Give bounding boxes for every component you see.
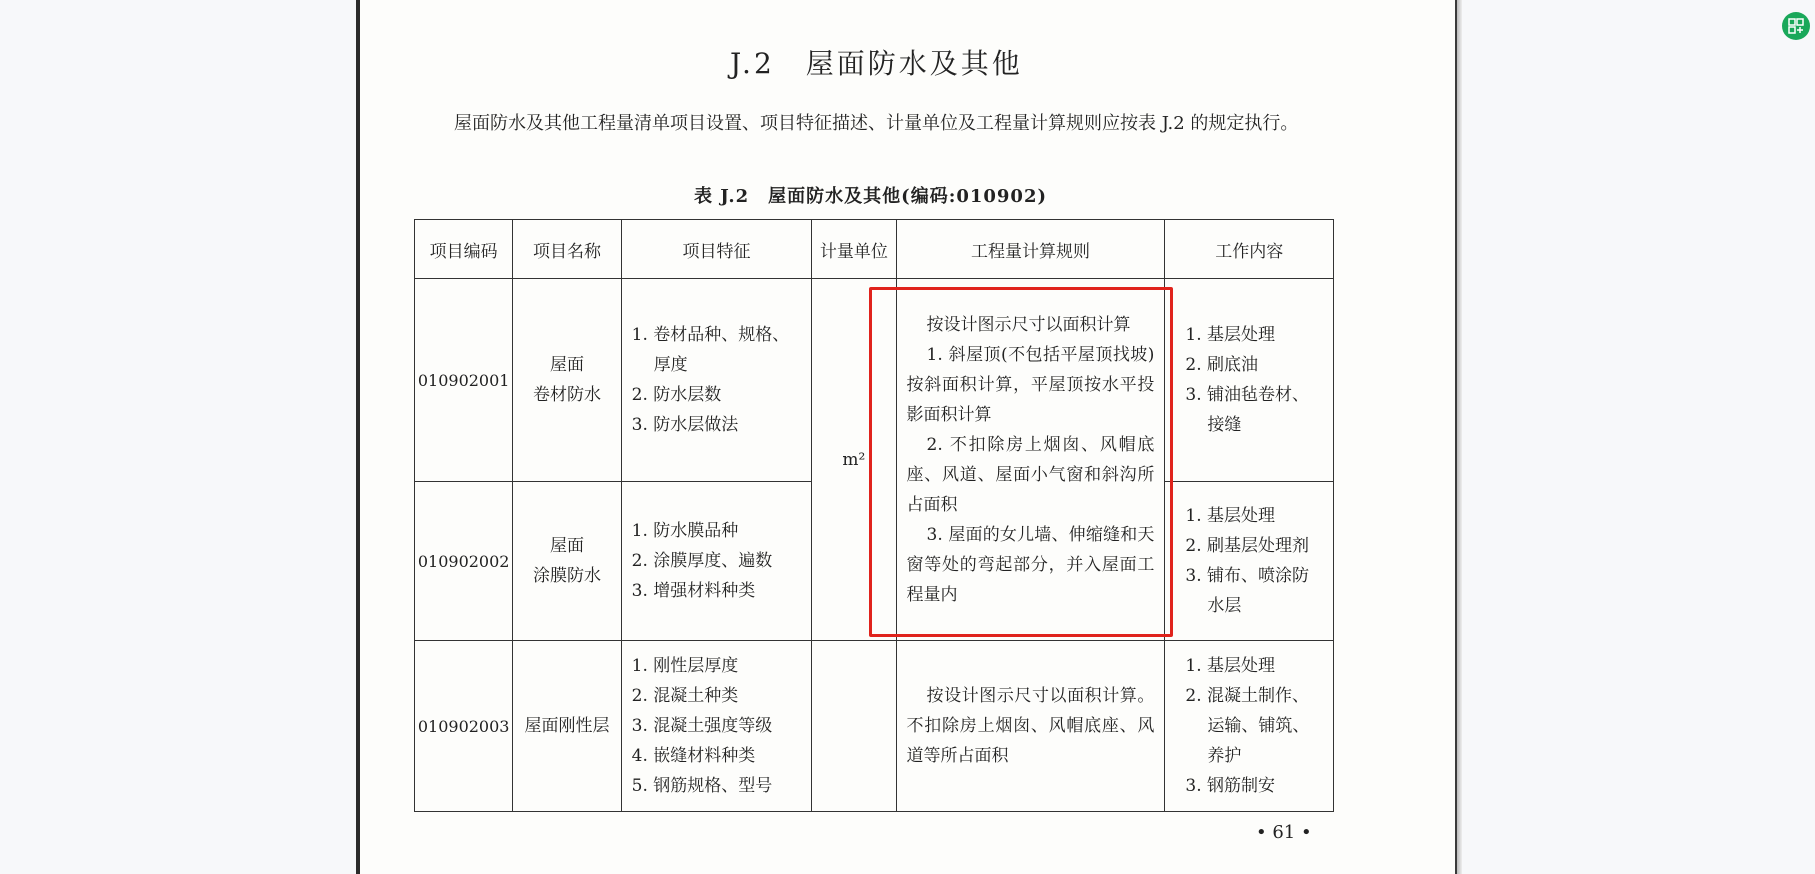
header-work: 工作内容 bbox=[1165, 220, 1334, 279]
rule-line: 2. 不扣除房上烟囱、风帽底座、风道、屋面小气窗和斜沟所占面积 bbox=[906, 434, 1155, 515]
item-work bbox=[1165, 279, 1334, 482]
header-code: 项目编码 bbox=[415, 220, 513, 279]
grid-app-icon[interactable] bbox=[1782, 12, 1810, 40]
work-item: 3. 铺油毡卷材、接缝 bbox=[1185, 385, 1310, 435]
work-item: 2. 混凝土制作、运输、铺筑、养护 bbox=[1185, 686, 1310, 766]
header-features: 项目特征 bbox=[621, 220, 812, 279]
work-item: 2. 刷基层处理剂 bbox=[1185, 536, 1310, 556]
intro-paragraph bbox=[372, 108, 1336, 140]
item-name bbox=[513, 279, 621, 482]
header-name: 项目名称 bbox=[513, 220, 621, 279]
item-code: 010902002 bbox=[415, 482, 513, 641]
feature-item: 1. 刚性层厚度 bbox=[631, 656, 739, 676]
page-number: • 61 • bbox=[1256, 822, 1312, 843]
rule-line: 1. 斜屋顶(不包括平屋顶找坡)按斜面积计算，平屋顶按水平投影面积计算 bbox=[906, 344, 1155, 425]
rule-line: 3. 屋面的女儿墙、伸缩缝和天窗等处的弯起部分，并入屋面工程量内 bbox=[906, 524, 1155, 605]
item-work bbox=[1165, 482, 1334, 641]
work-item: 2. 刷底油 bbox=[1185, 355, 1259, 375]
item-rule-shared bbox=[896, 279, 1165, 641]
item-unit: m² bbox=[812, 279, 896, 641]
table-header-row bbox=[415, 220, 1334, 279]
feature-item: 5. 钢筋规格、型号 bbox=[631, 776, 773, 796]
feature-item: 2. 混凝土种类 bbox=[631, 686, 739, 706]
header-rule: 工程量计算规则 bbox=[896, 220, 1165, 279]
item-features bbox=[621, 482, 812, 641]
intro-text: 屋面防水及其他工程量清单项目设置、项目特征描述、计量单位及工程量计算规则应按表 J.2 的规定执行。 bbox=[454, 113, 1299, 134]
item-code: 010902003 bbox=[415, 641, 513, 812]
feature-item: 3. 混凝土强度等级 bbox=[631, 716, 773, 736]
item-features bbox=[621, 279, 812, 482]
item-name-line1: 屋面 bbox=[549, 355, 584, 375]
item-rule bbox=[896, 641, 1165, 812]
feature-item: 3. 增强材料种类 bbox=[631, 581, 756, 601]
feature-item: 3. 防水层做法 bbox=[631, 415, 739, 435]
item-name-line2: 涂膜防水 bbox=[532, 566, 601, 586]
work-item: 1. 基层处理 bbox=[1185, 506, 1276, 526]
work-item: 3. 铺布、喷涂防水层 bbox=[1185, 566, 1310, 616]
work-item: 3. 钢筋制安 bbox=[1185, 776, 1276, 796]
item-name-line2: 卷材防水 bbox=[532, 385, 601, 405]
item-work bbox=[1165, 641, 1334, 812]
table-row bbox=[415, 279, 1334, 482]
spec-table bbox=[414, 219, 1334, 812]
rule-line: 按设计图示尺寸以面积计算。不扣除房上烟囱、风帽底座、风道等所占面积 bbox=[906, 686, 1155, 766]
item-name: 屋面刚性层 bbox=[513, 641, 621, 812]
work-item: 1. 基层处理 bbox=[1185, 325, 1276, 345]
feature-item: 4. 嵌缝材料种类 bbox=[631, 746, 756, 766]
work-item: 1. 基层处理 bbox=[1185, 656, 1276, 676]
feature-item: 2. 防水层数 bbox=[631, 385, 722, 405]
item-unit-empty bbox=[812, 641, 896, 812]
header-unit: 计量单位 bbox=[812, 220, 896, 279]
section-title: J.2 屋面防水及其他 bbox=[730, 47, 1023, 80]
feature-item: 2. 涂膜厚度、遍数 bbox=[631, 551, 773, 571]
item-name-line1: 屋面 bbox=[549, 536, 584, 556]
feature-item: 1. 防水膜品种 bbox=[631, 521, 739, 541]
grid-icon bbox=[1788, 18, 1804, 34]
page-edge bbox=[1457, 0, 1462, 874]
item-name bbox=[513, 482, 621, 641]
table-row bbox=[415, 641, 1334, 812]
table-caption: 表 J.2 屋面防水及其他(编码:010902) bbox=[694, 186, 1047, 207]
feature-item: 1. 卷材品种、规格、厚度 bbox=[631, 325, 790, 375]
item-code: 010902001 bbox=[415, 279, 513, 482]
rule-line: 按设计图示尺寸以面积计算 bbox=[926, 314, 1131, 335]
item-features bbox=[621, 641, 812, 812]
